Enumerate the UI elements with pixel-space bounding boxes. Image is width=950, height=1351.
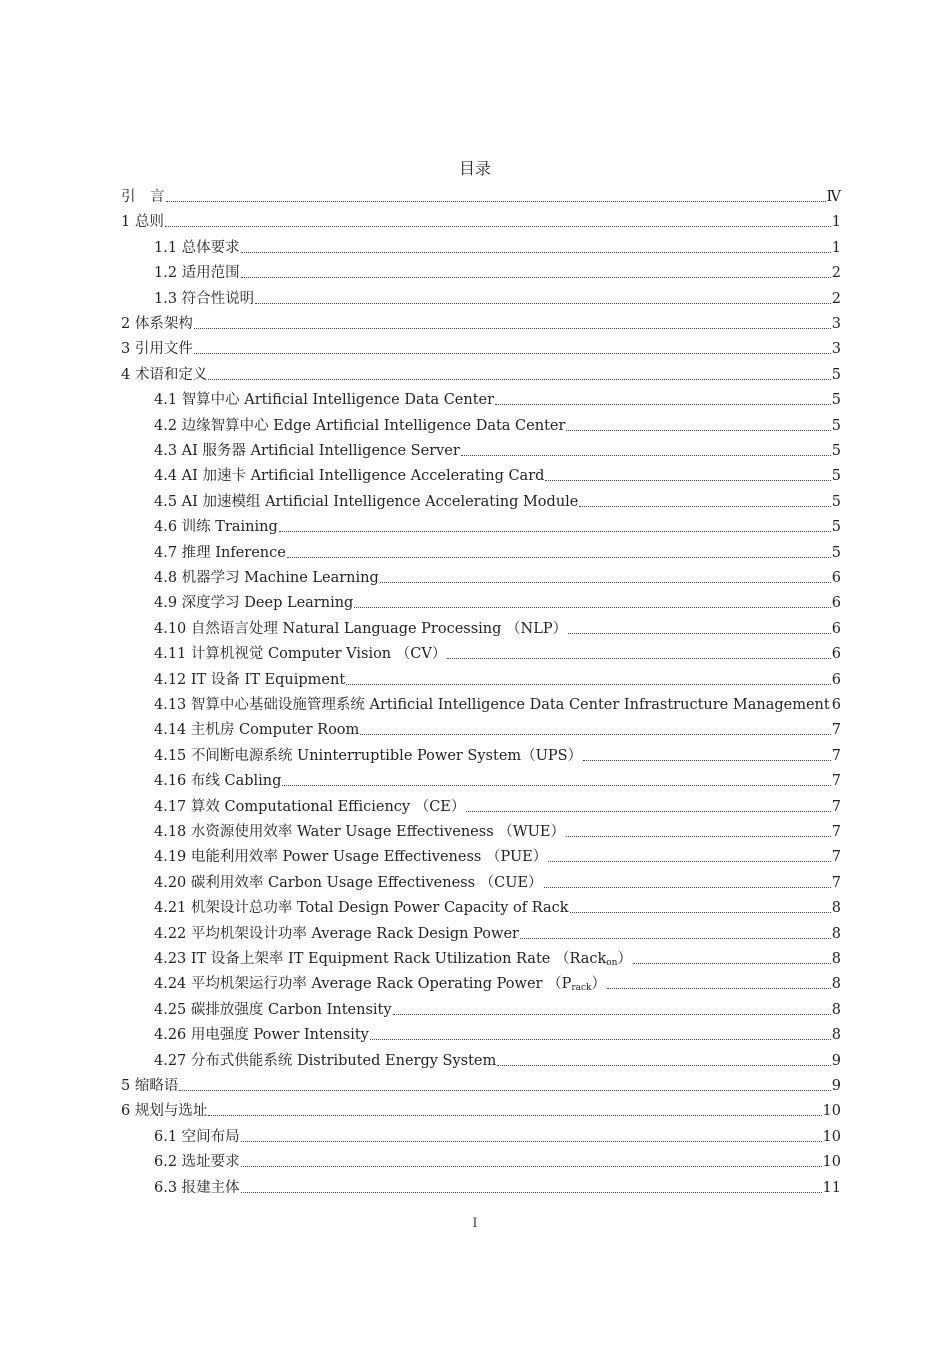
- toc-entry-page-number: 7: [831, 773, 841, 790]
- toc-entry-label: 4.19 电能利用效率 Power Usage Effectiveness （PUE）: [154, 849, 548, 866]
- dot-leader: [544, 887, 831, 888]
- dot-leader: [346, 684, 831, 685]
- dot-leader: [179, 1090, 830, 1091]
- toc-entry-subscript: rack: [571, 983, 592, 994]
- toc-entry-subscript: on: [606, 958, 618, 968]
- toc-entry[interactable]: [154, 516, 841, 538]
- dot-leader: [380, 582, 831, 583]
- toc-entry[interactable]: [154, 973, 841, 995]
- toc-entry-label: 4.18 水资源使用效率 Water Usage Effectiveness （WUE）: [154, 824, 565, 840]
- toc-entry-page-number: 10: [822, 1154, 841, 1171]
- dot-leader: [208, 379, 830, 380]
- toc-entry-page-number: 5: [831, 366, 841, 383]
- toc-entry[interactable]: [154, 440, 841, 462]
- toc-entry-page-number: 7: [831, 798, 841, 815]
- dot-leader: [282, 785, 830, 786]
- toc-entry-label: 4.11 计算机视觉 Computer Vision （CV）: [154, 646, 447, 663]
- toc-entry-page-number: 5: [831, 417, 841, 434]
- toc-entry[interactable]: [154, 846, 841, 868]
- dot-leader: [241, 1192, 822, 1193]
- dot-leader: [495, 404, 831, 405]
- toc-entry[interactable]: [154, 542, 841, 564]
- toc-entry-label-tail: ）: [617, 951, 632, 967]
- dot-leader: [583, 760, 831, 761]
- toc-entry-label: 4.13 智算中心基础设施管理系统 Artificial Intelligence Data Center Infrastructure Management: [154, 697, 830, 713]
- dot-leader: [607, 988, 831, 989]
- toc-entry[interactable]: [154, 618, 841, 640]
- toc-entry-label: 4.24 平均机架运行功率 Average Rack Operating Power $(P_{rack})$: [154, 976, 606, 994]
- toc-entry-label-tail: ）: [591, 976, 606, 993]
- dot-leader: [241, 252, 831, 253]
- dot-leader: [255, 303, 831, 304]
- toc-entry-page-number: 8: [831, 951, 841, 967]
- toc-entry-label: 4.25 碳排放强度 Carbon Intensity: [154, 1001, 392, 1018]
- toc-entry-label: 1.1 总体要求: [154, 239, 240, 256]
- toc-entry-label: 4.2 边缘智算中心 Edge Artificial Intelligence Data Center: [154, 417, 566, 434]
- dot-leader: [633, 963, 831, 964]
- toc-entry[interactable]: [154, 1151, 841, 1173]
- toc-entry-page-number: 8: [831, 1027, 841, 1044]
- toc-entry-page-number: 6: [831, 620, 841, 637]
- toc-entry-page-number: 7: [831, 824, 841, 840]
- toc-entry-label: 5 缩略语: [121, 1078, 179, 1094]
- toc-entry-page-number: 2: [831, 290, 841, 307]
- toc-entry[interactable]: [154, 821, 841, 843]
- toc-entry-label: 4.6 训练 Training: [154, 519, 278, 536]
- dot-leader: [520, 938, 831, 939]
- toc-entry-page-number: 2: [831, 265, 841, 282]
- toc-entry[interactable]: [154, 923, 841, 945]
- dot-leader: [360, 734, 830, 735]
- toc-entry[interactable]: [154, 897, 841, 919]
- toc-entry[interactable]: [121, 186, 841, 208]
- toc-entry-label: 4.5 AI 加速模组 Artificial Intelligence Accelerating Module: [154, 493, 579, 510]
- toc-entry-page-number: 5: [831, 392, 841, 409]
- dot-leader: [165, 226, 831, 227]
- dot-leader: [241, 1141, 822, 1142]
- dot-leader: [497, 1065, 831, 1066]
- toc-entry-label: 4.10 自然语言处理 Natural Language Processing （NLP）: [154, 620, 568, 637]
- toc-entry-label: 4 术语和定义: [121, 366, 208, 383]
- toc-entry[interactable]: [154, 872, 841, 894]
- dot-leader: [566, 836, 831, 837]
- toc-entry-label: 4.8 机器学习 Machine Learning: [154, 570, 379, 586]
- toc-entry-label: 4.12 IT 设备 IT Equipment: [154, 671, 346, 688]
- toc-entry-label: 4.21 机架设计总功率 Total Design Power Capacity of Rack: [154, 900, 569, 917]
- toc-entry-page-number: 5: [831, 544, 841, 561]
- toc-entry-page-number: 5: [831, 519, 841, 536]
- toc-entry[interactable]: [154, 262, 841, 284]
- toc-entry[interactable]: [121, 338, 841, 360]
- toc-entry[interactable]: [154, 948, 841, 970]
- toc-entry-page-number: 7: [831, 849, 841, 866]
- dot-leader: [166, 201, 826, 202]
- toc-entry[interactable]: [154, 770, 841, 792]
- toc-entry-label: 4.7 推理 Inference: [154, 544, 286, 561]
- toc-entry-page-number: 6: [831, 570, 841, 586]
- toc-entry-page-number: 6: [831, 697, 841, 713]
- toc-entry[interactable]: [154, 694, 841, 716]
- dot-leader: [241, 1166, 822, 1167]
- toc-entry-label: 4.23 IT 设备上架率 IT Equipment Rack Utilization Rate （Rack$_{on}$）: [154, 951, 632, 968]
- dot-leader: [354, 607, 830, 608]
- toc-entry-page-number: 5: [831, 468, 841, 485]
- toc-entry[interactable]: [121, 313, 841, 335]
- dot-leader: [194, 353, 831, 354]
- toc-entry[interactable]: [154, 1126, 841, 1148]
- toc-entry-label: 4.26 用电强度 Power Intensity: [154, 1027, 369, 1044]
- toc-entry-page-number: 1: [831, 239, 841, 256]
- toc-entry-label: 4.3 AI 服务器 Artificial Intelligence Server: [154, 443, 460, 459]
- dot-leader: [461, 455, 831, 456]
- toc-entry-label: 6.1 空间布局: [154, 1128, 240, 1145]
- toc-entry[interactable]: [154, 592, 841, 614]
- toc-entry[interactable]: [154, 745, 841, 767]
- toc-entry-page-number: 9: [831, 1052, 841, 1069]
- toc-entry[interactable]: [121, 1100, 841, 1122]
- toc-entry-page-number: 7: [831, 874, 841, 891]
- dot-leader: [241, 277, 831, 278]
- toc-entry-label: 6 规划与选址: [121, 1103, 208, 1120]
- toc-entry-page-number: 10: [822, 1103, 841, 1120]
- toc-entry-label: 4.16 布线 Cabling: [154, 773, 282, 790]
- toc-entry-label: 4.9 深度学习 Deep Learning: [154, 595, 354, 612]
- toc-entry-label: 4.17 算效 Computational Efficiency （CE）: [154, 798, 466, 815]
- dot-leader: [466, 811, 830, 812]
- toc-entry-page-number: 8: [831, 925, 841, 942]
- toc-entry-label: 引 言: [121, 189, 165, 205]
- toc-entry-label: 4.22 平均机架设计功率 Average Rack Design Power: [154, 925, 519, 942]
- dot-leader: [208, 1115, 821, 1116]
- toc-entry-label: 4.20 碳利用效率 Carbon Usage Effectiveness （CUE）: [154, 874, 543, 891]
- toc-entry-page-number: 10: [822, 1128, 841, 1145]
- dot-leader: [579, 506, 830, 507]
- toc-entry[interactable]: [154, 237, 841, 259]
- toc-entry[interactable]: [154, 669, 841, 691]
- toc-entry[interactable]: [154, 491, 841, 513]
- dot-leader: [393, 1014, 831, 1015]
- toc-entry[interactable]: [154, 1050, 841, 1072]
- toc-entry[interactable]: [154, 288, 841, 310]
- toc-entry-label: 6.2 选址要求: [154, 1154, 240, 1171]
- toc-entry[interactable]: [154, 643, 841, 665]
- toc-entry-label: 1.3 符合性说明: [154, 290, 255, 307]
- toc-entry-page-number: 3: [831, 316, 841, 332]
- dot-leader: [566, 430, 830, 431]
- toc-entry-page-number: 6: [831, 595, 841, 612]
- toc-entry-page-number: Ⅳ: [826, 189, 841, 205]
- page-number-footer: I: [472, 1216, 478, 1231]
- toc-entry-label: 4.27 分布式供能系统 Distributed Energy System: [154, 1052, 497, 1069]
- toc-entry-page-number: 8: [831, 976, 841, 993]
- toc-entry-page-number: 7: [831, 722, 841, 739]
- toc-entry-label: 1 总则: [121, 214, 164, 231]
- toc-entry-page-number: 11: [822, 1179, 841, 1196]
- dot-leader: [279, 531, 831, 532]
- toc-entry[interactable]: [154, 415, 841, 437]
- toc-entry-label: 6.3 报建主体: [154, 1179, 240, 1196]
- toc-entry-page-number: 6: [831, 671, 841, 688]
- toc-entry-label: 2 体系架构: [121, 316, 193, 332]
- toc-entry-page-number: 7: [831, 747, 841, 764]
- dot-leader: [194, 328, 831, 329]
- toc-entry-page-number: 8: [831, 1001, 841, 1018]
- toc-entry-label: 4.14 主机房 Computer Room: [154, 722, 360, 739]
- toc-entry[interactable]: [154, 719, 841, 741]
- toc-entry-page-number: 8: [831, 900, 841, 917]
- toc-entry-label: 4.1 智算中心 Artificial Intelligence Data Center: [154, 392, 495, 409]
- toc-entry[interactable]: [121, 364, 841, 386]
- toc-entry-page-number: 5: [831, 493, 841, 510]
- toc-entry-page-number: 6: [831, 646, 841, 663]
- toc-entry[interactable]: [154, 1177, 841, 1199]
- toc-entry-label: 3 引用文件: [121, 341, 193, 358]
- toc-title: 目录: [458, 159, 491, 178]
- toc-entry-page-number: 9: [831, 1078, 841, 1094]
- toc-entry[interactable]: [154, 796, 841, 818]
- dot-leader: [545, 480, 830, 481]
- toc-entry-page-number: 1: [831, 214, 841, 231]
- dot-leader: [568, 633, 831, 634]
- toc-entry[interactable]: [121, 211, 841, 233]
- dot-leader: [287, 557, 831, 558]
- dot-leader: [570, 912, 831, 913]
- dot-leader: [447, 658, 830, 659]
- toc-entry[interactable]: [154, 1024, 841, 1046]
- toc-entry[interactable]: [154, 389, 841, 411]
- toc-entry-label: 4.4 AI 加速卡 Artificial Intelligence Accelerating Card: [154, 468, 545, 485]
- dot-leader: [548, 861, 831, 862]
- toc-entry[interactable]: [154, 999, 841, 1021]
- toc-entry[interactable]: [121, 1075, 841, 1097]
- toc-entry-label: 1.2 适用范围: [154, 265, 240, 282]
- dot-leader: [370, 1039, 831, 1040]
- toc-entry-page-number: 3: [831, 341, 841, 358]
- toc-entry[interactable]: [154, 465, 841, 487]
- toc-entry-label: 4.15 不间断电源系统 Uninterruptible Power System（UPS）: [154, 747, 583, 764]
- toc-entry-page-number: 5: [831, 443, 841, 459]
- toc-entry[interactable]: [154, 567, 841, 589]
